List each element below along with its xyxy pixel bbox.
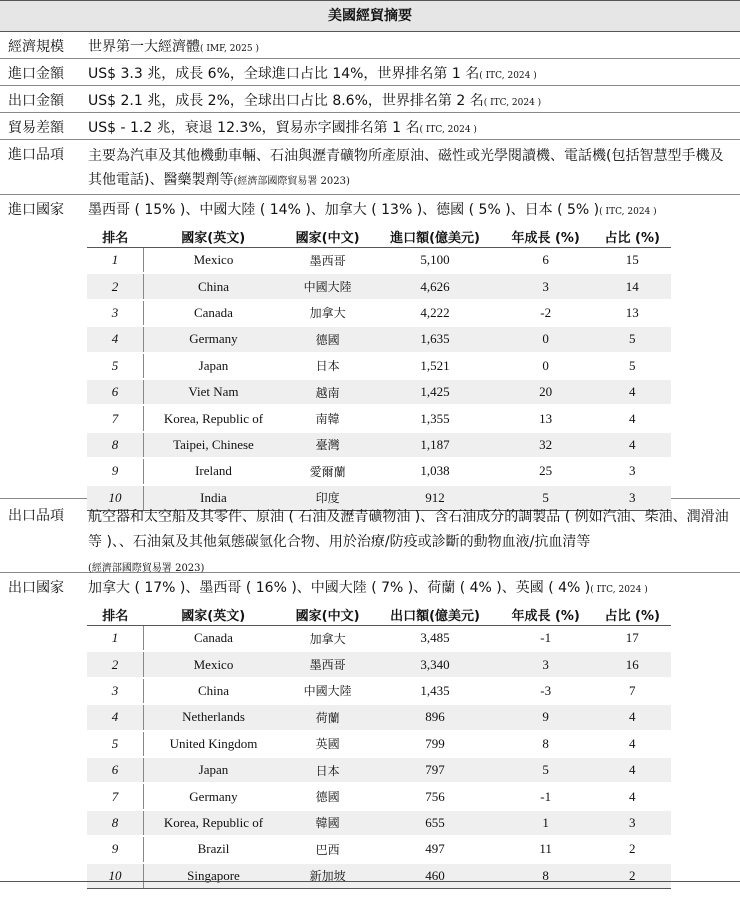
country-en-cell: Germany [144, 783, 283, 809]
rank-cell: 9 [87, 458, 144, 484]
growth-cell: 0 [498, 353, 594, 379]
amount-cell: 1,038 [372, 458, 498, 484]
country-zh-cell: 新加坡 [283, 863, 372, 889]
col-rank: 排名 [87, 225, 144, 248]
row-source: ( IMF, 2025 ) [200, 44, 259, 54]
amount-cell: 3,485 [372, 626, 498, 652]
share-cell: 7 [593, 678, 671, 704]
share-cell: 4 [593, 757, 671, 783]
amount-cell: 1,435 [372, 678, 498, 704]
col-rank: 排名 [87, 603, 144, 626]
amount-cell: 655 [372, 810, 498, 836]
country-en-cell: Korea, Republic of [144, 810, 283, 836]
share-cell: 14 [593, 273, 671, 299]
table-row [87, 353, 671, 379]
col-growth: 年成長 (%) [498, 603, 594, 626]
row-value [88, 90, 734, 115]
row-label: 進口金額 [8, 66, 64, 82]
col-country-en: 國家(英文) [144, 603, 283, 626]
growth-cell: 32 [498, 432, 594, 458]
amount-cell: 460 [372, 863, 498, 889]
share-cell: 5 [593, 326, 671, 352]
table-header-row [87, 225, 671, 248]
col-country-zh: 國家(中文) [283, 603, 372, 626]
country-zh-cell: 墨西哥 [283, 651, 372, 677]
growth-cell: 20 [498, 379, 594, 405]
country-zh-cell: 日本 [283, 353, 372, 379]
growth-cell: 1 [498, 810, 594, 836]
import-value-row [0, 59, 740, 86]
row-label: 出口國家 [8, 580, 64, 596]
col-growth: 年成長 (%) [498, 225, 594, 248]
country-en-cell: Brazil [144, 836, 283, 862]
country-zh-cell: 荷蘭 [283, 704, 372, 730]
country-zh-cell: 德國 [283, 326, 372, 352]
rank-cell: 1 [87, 248, 144, 274]
rank-cell: 5 [87, 353, 144, 379]
row-source: (經濟部國際貿易署 2023) [88, 563, 205, 574]
amount-cell: 1,187 [372, 432, 498, 458]
rank-cell: 3 [87, 300, 144, 326]
amount-cell: 497 [372, 836, 498, 862]
amount-cell: 1,355 [372, 405, 498, 431]
country-zh-cell: 中國大陸 [283, 273, 372, 299]
share-cell: 13 [593, 300, 671, 326]
rank-cell: 6 [87, 379, 144, 405]
growth-cell: -1 [498, 626, 594, 652]
country-zh-cell: 巴西 [283, 836, 372, 862]
col-amount: 進口額(億美元) [372, 225, 498, 248]
row-text: 墨西哥 ( 15% )、中國大陸 ( 14% )、加拿大 ( 13% )、德國 ( 5% )、日本 ( 5% ) [88, 202, 600, 218]
growth-cell: 5 [498, 757, 594, 783]
table-row [87, 731, 671, 757]
rank-cell: 2 [87, 651, 144, 677]
amount-cell: 912 [372, 485, 498, 511]
row-source: ( ITC, 2024 ) [590, 585, 648, 595]
rank-cell: 4 [87, 326, 144, 352]
col-share: 占比 (%) [593, 225, 671, 248]
country-zh-cell: 中國大陸 [283, 678, 372, 704]
bottom-rule [0, 881, 740, 882]
table-row [87, 432, 671, 458]
row-text: US$ - 1.2 兆，衰退 12.3%，貿易赤字國排名第 1 名 [88, 120, 420, 136]
trade-balance-row [0, 113, 740, 140]
amount-cell: 1,521 [372, 353, 498, 379]
share-cell: 4 [593, 405, 671, 431]
rank-cell: 6 [87, 757, 144, 783]
table-row [87, 326, 671, 352]
row-value [88, 199, 734, 224]
rank-cell: 1 [87, 626, 144, 652]
country-en-cell: China [144, 273, 283, 299]
row-text: 世界第一大經濟體 [88, 39, 200, 55]
row-text: US$ 3.3 兆，成長 6%，全球進口占比 14%，世界排名第 1 名 [88, 66, 480, 82]
table-row [87, 757, 671, 783]
export-partners-table [87, 603, 671, 889]
share-cell: 17 [593, 626, 671, 652]
share-cell: 3 [593, 810, 671, 836]
row-source: ( ITC, 2024 ) [599, 207, 657, 217]
amount-cell: 896 [372, 704, 498, 730]
share-cell: 2 [593, 836, 671, 862]
row-text: 航空器和太空船及其零件、原油 ( 石油及瀝青礦物油 )、含石油成分的調製品 ( 例如汽油、柴油、潤滑油等 )、、石油氣及其他氣態碳氫化合物、用於治療/防疫或診斷的動物血液/抗血清等 [88, 509, 729, 550]
table-row [87, 704, 671, 730]
export-countries-row [0, 573, 740, 884]
share-cell: 4 [593, 379, 671, 405]
country-en-cell: Ireland [144, 458, 283, 484]
table-row [87, 379, 671, 405]
row-value [88, 505, 734, 581]
col-country-en: 國家(英文) [144, 225, 283, 248]
growth-cell: -1 [498, 783, 594, 809]
row-source: ( ITC, 2024 ) [419, 125, 477, 135]
row-value [88, 577, 734, 602]
country-en-cell: India [144, 485, 283, 511]
row-text: 加拿大 ( 17% )、墨西哥 ( 16% )、中國大陸 ( 7% )、荷蘭 ( 4% )、英國 ( 4% ) [88, 580, 591, 596]
amount-cell: 756 [372, 783, 498, 809]
economic-scale-row [0, 32, 740, 59]
country-en-cell: Viet Nam [144, 379, 283, 405]
country-zh-cell: 墨西哥 [283, 248, 372, 274]
country-zh-cell: 加拿大 [283, 626, 372, 652]
amount-cell: 4,626 [372, 273, 498, 299]
rank-cell: 7 [87, 405, 144, 431]
row-label: 進口國家 [8, 202, 64, 218]
row-text: 主要為汽車及其他機動車輛、石油與瀝青礦物所產原油、磁性或光學閱讀機、電話機(包括智慧型手機及其他電話)、醫藥製劑等 [88, 148, 724, 188]
rank-cell: 8 [87, 432, 144, 458]
country-en-cell: Mexico [144, 248, 283, 274]
share-cell: 3 [593, 458, 671, 484]
growth-cell: 0 [498, 326, 594, 352]
country-zh-cell: 臺灣 [283, 432, 372, 458]
rank-cell: 3 [87, 678, 144, 704]
growth-cell: 8 [498, 731, 594, 757]
growth-cell: -2 [498, 300, 594, 326]
share-cell: 3 [593, 485, 671, 511]
share-cell: 2 [593, 863, 671, 889]
row-label: 進口品項 [8, 147, 64, 163]
share-cell: 5 [593, 353, 671, 379]
country-zh-cell: 南韓 [283, 405, 372, 431]
country-en-cell: Japan [144, 757, 283, 783]
rank-cell: 9 [87, 836, 144, 862]
growth-cell: 5 [498, 485, 594, 511]
country-zh-cell: 加拿大 [283, 300, 372, 326]
amount-cell: 3,340 [372, 651, 498, 677]
rank-cell: 10 [87, 863, 144, 889]
table-row [87, 458, 671, 484]
country-en-cell: Netherlands [144, 704, 283, 730]
growth-cell: 13 [498, 405, 594, 431]
amount-cell: 1,635 [372, 326, 498, 352]
share-cell: 4 [593, 783, 671, 809]
amount-cell: 797 [372, 757, 498, 783]
import-table-body [87, 248, 671, 511]
table-row [87, 836, 671, 862]
country-zh-cell: 韓國 [283, 810, 372, 836]
share-cell: 4 [593, 731, 671, 757]
table-row [87, 405, 671, 431]
country-en-cell: United Kingdom [144, 731, 283, 757]
growth-cell: -3 [498, 678, 594, 704]
row-source: ( ITC, 2024 ) [479, 71, 537, 81]
row-label: 貿易差額 [8, 120, 64, 136]
country-en-cell: China [144, 678, 283, 704]
growth-cell: 3 [498, 651, 594, 677]
table-row [87, 273, 671, 299]
country-zh-cell: 德國 [283, 783, 372, 809]
share-cell: 4 [593, 704, 671, 730]
amount-cell: 5,100 [372, 248, 498, 274]
table-row [87, 810, 671, 836]
country-zh-cell: 越南 [283, 379, 372, 405]
rank-cell: 2 [87, 273, 144, 299]
row-value [88, 63, 734, 88]
rank-cell: 5 [87, 731, 144, 757]
country-en-cell: Canada [144, 626, 283, 652]
growth-cell: 9 [498, 704, 594, 730]
table-row [87, 678, 671, 704]
rank-cell: 8 [87, 810, 144, 836]
col-country-zh: 國家(中文) [283, 225, 372, 248]
row-value [88, 117, 734, 142]
country-en-cell: Germany [144, 326, 283, 352]
rank-cell: 4 [87, 704, 144, 730]
country-en-cell: Mexico [144, 651, 283, 677]
growth-cell: 3 [498, 273, 594, 299]
table-row [87, 626, 671, 652]
growth-cell: 25 [498, 458, 594, 484]
amount-cell: 799 [372, 731, 498, 757]
table-header-row [87, 603, 671, 626]
import-countries-row [0, 195, 740, 506]
col-amount: 出口額(億美元) [372, 603, 498, 626]
country-zh-cell: 印度 [283, 485, 372, 511]
export-items-row [0, 499, 740, 573]
import-partners-table [87, 225, 671, 511]
row-source: ( ITC, 2024 ) [483, 98, 542, 108]
rank-cell: 7 [87, 783, 144, 809]
col-share: 占比 (%) [593, 603, 671, 626]
country-en-cell: Canada [144, 300, 283, 326]
export-table-body [87, 626, 671, 889]
table-row [87, 783, 671, 809]
country-zh-cell: 日本 [283, 757, 372, 783]
table-row [87, 651, 671, 677]
rank-cell: 10 [87, 485, 144, 511]
row-source: (經濟部國際貿易署 2023) [233, 176, 350, 187]
table-row [87, 300, 671, 326]
row-label: 出口金額 [8, 93, 64, 109]
growth-cell: 11 [498, 836, 594, 862]
share-cell: 4 [593, 432, 671, 458]
share-cell: 15 [593, 248, 671, 274]
export-value-row [0, 86, 740, 113]
import-items-row [0, 140, 740, 195]
table-row [87, 248, 671, 274]
country-en-cell: Taipei, Chinese [144, 432, 283, 458]
share-cell: 16 [593, 651, 671, 677]
amount-cell: 4,222 [372, 300, 498, 326]
country-en-cell: Japan [144, 353, 283, 379]
row-value [88, 36, 734, 61]
country-en-cell: Korea, Republic of [144, 405, 283, 431]
country-zh-cell: 英國 [283, 731, 372, 757]
amount-cell: 1,425 [372, 379, 498, 405]
row-label: 經濟規模 [8, 39, 64, 55]
country-en-cell: Singapore [144, 863, 283, 889]
row-label: 出口品項 [8, 508, 64, 524]
table-row [87, 863, 671, 889]
growth-cell: 6 [498, 248, 594, 274]
row-text: US$ 2.1 兆，成長 2%，全球出口占比 8.6%，世界排名第 2 名 [88, 93, 484, 109]
country-zh-cell: 愛爾蘭 [283, 458, 372, 484]
document-title: 美國經貿摘要 [0, 0, 740, 32]
row-value [88, 144, 734, 194]
growth-cell: 8 [498, 863, 594, 889]
